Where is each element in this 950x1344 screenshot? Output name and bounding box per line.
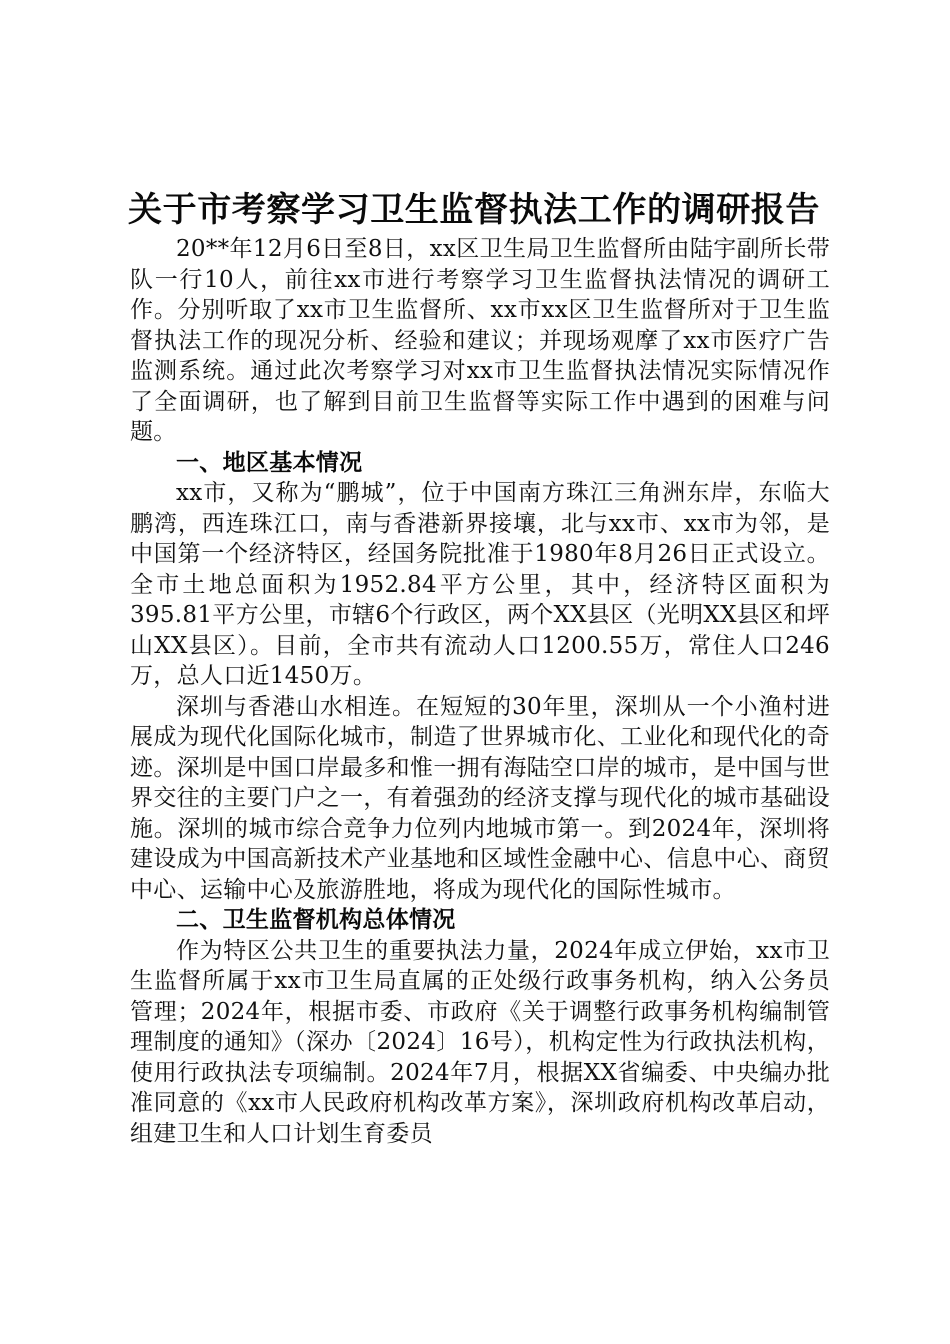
section-heading-region-overview: 一、地区基本情况 [176, 449, 363, 476]
document-body [130, 186, 830, 1149]
agency-paragraph-1: 作为特区公共卫生的重要执法力量，2024年成立伊始，xx市卫生监督所属于xx市卫生局直属的正处级行政事务机构，纳入公务员管理；2024年，根据市委、市政府《关于调整行政事务机构编制管理制度的通知》（深办〔2024〕16号），机构定性为行政执法机构，使用行政执法专项编制。2024年7月，根据XX省编委、中央编办批准同意的《xx市人民政府机构改革方案》，深圳政府机构改革启动，组建卫生和人口计划生育委员 [130, 937, 830, 1147]
section-heading-supervision-agency: 二、卫生监督机构总体情况 [176, 907, 456, 933]
region-paragraph-1: xx市，又称为“鹏城”，位于中国南方珠江三角洲东岸，东临大鹏湾，西连珠江口，南与香港新界接壤，北与xx市、xx市为邻，是中国第一个经济特区，经国务院批准于1980年8月26日正式设立。全市土地总面积为1952.84平方公里，其中，经济特区面积为395.81平方公里，市辖6个行政区，两个XX县区（光明XX县区和坪山XX县区）。目前，全市共有流动人口1200.55万，常住人口246万，总人口近1450万。 [130, 480, 830, 689]
intro-paragraph: 20**年12月6日至8日，xx区卫生局卫生监督所由陆宇副所长带队一行10人，前往xx市进行考察学习卫生监督执法情况的调研工作。分别听取了xx市卫生监督所、xx市xx区卫生监督所对于卫生监督执法工作的现况分析、经验和建议；并现场观摩了xx市医疗广告监测系统。通过此次考察学习对xx市卫生监督执法情况实际情况作了全面调研，也了解到目前卫生监督等实际工作中遇到的困难与问题。 [130, 236, 830, 445]
region-paragraph-2: 深圳与香港山水相连。在短短的30年里，深圳从一个小渔村进展成为现代化国际化城市，制造了世界城市化、工业化和现代化的奇迹。深圳是中国口岸最多和惟一拥有海陆空口岸的城市，是中国与世界交往的主要门户之一，有着强劲的经济支撑与现代化的城市基础设施。深圳的城市综合竞争力位列内地城市第一。到2024年，深圳将建设成为中国高新技术产业基地和区域性金融中心、信息中心、商贸中心、运输中心及旅游胜地，将成为现代化的国际性城市。 [130, 693, 830, 903]
document-title: 关于市考察学习卫生监督执法工作的调研报告 [128, 190, 820, 230]
